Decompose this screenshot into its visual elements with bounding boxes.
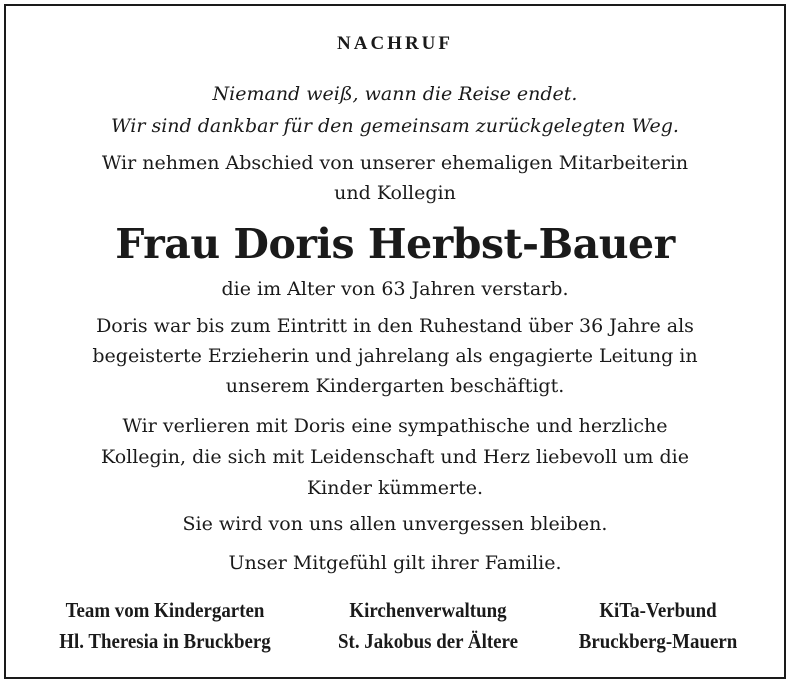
age-line: die im Alter von 63 Jahren verstarb. [221, 278, 569, 300]
closing-line-1: Sie wird von uns allen unvergessen bleiben. [182, 513, 608, 535]
intro-line-2: und Kollegin [334, 182, 456, 204]
deceased-name: Frau Doris Herbst-Bauer [115, 220, 675, 268]
closing-line-2: Unser Mitgefühl gilt ihrer Familie. [228, 552, 562, 574]
paragraph2-line-1: Wir verlieren mit Doris eine sympathische und herzliche [122, 415, 668, 437]
signature-2-line-1: Kirchenverwaltung [349, 598, 507, 622]
signature-2-line-2: St. Jakobus der Ältere [338, 629, 518, 653]
signature-1-line-1: Team vom Kindergarten [65, 598, 265, 622]
signature-1-line-2: Hl. Theresia in Bruckberg [59, 629, 271, 653]
intro-line-1: Wir nehmen Abschied von unserer ehemaligen Mitarbeiterin [101, 152, 689, 174]
signature-3-line-2: Bruckberg-Mauern [578, 629, 738, 653]
paragraph2-line-3: Kinder kümmerte. [306, 477, 484, 499]
notice-border [4, 4, 786, 679]
paragraph1-line-3: unserem Kindergarten beschäftigt. [225, 375, 565, 397]
paragraph1-line-1: Doris war bis zum Eintritt in den Ruhestand über 36 Jahre als [96, 315, 694, 337]
paragraph2-line-2: Kollegin, die sich mit Leidenschaft und Herz liebevoll um die [101, 446, 689, 468]
quote-line-2: Wir sind dankbar für den gemeinsam zurückgelegten Weg. [111, 115, 679, 137]
paragraph1-line-2: begeisterte Erzieherin und jahrelang als engagierte Leitung in [92, 345, 698, 367]
signature-3-line-1: KiTa-Verbund [599, 598, 717, 622]
notice-heading: NACHRUF [337, 33, 453, 54]
quote-line-1: Niemand weiß, wann die Reise endet. [212, 83, 578, 105]
